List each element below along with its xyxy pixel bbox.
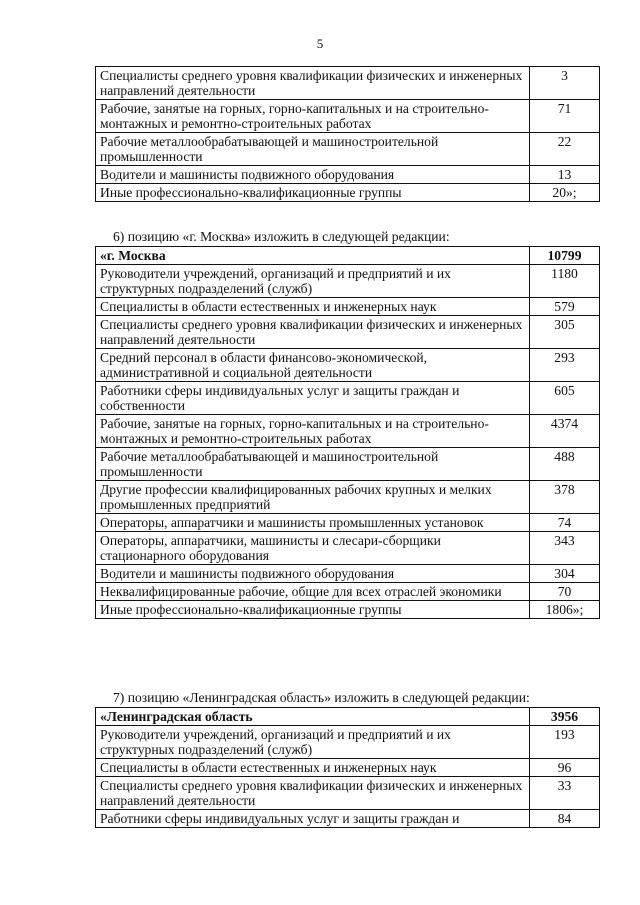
group-label: Водители и машинисты подвижного оборудования [96,166,530,184]
table-row [96,583,600,601]
group-label: Иные профессионально-квалификационные группы [96,184,530,202]
group-label: Специалисты в области естественных и инженерных наук [96,298,530,316]
table-row [96,565,600,583]
table-row [96,184,600,202]
group-value: 3 [530,67,600,100]
group-value: 488 [530,448,600,481]
group-label: Другие профессии квалифицированных рабочих крупных и мелких промышленных предприятий [96,481,530,514]
group-label: Специалисты в области естественных и инженерных наук [96,759,530,777]
group-value: 13 [530,166,600,184]
group-label: Работники сферы индивидуальных услуг и защиты граждан и [96,810,530,828]
group-value: 74 [530,514,600,532]
group-value: 71 [530,100,600,133]
table-header-row [96,708,600,726]
table-row [96,532,600,565]
region-total: 3956 [530,708,600,726]
group-value: 84 [530,810,600,828]
group-label: Водители и машинисты подвижного оборудования [96,565,530,583]
group-label: Руководители учреждений, организаций и предприятий и их структурных подразделений (служб) [96,726,530,759]
group-label: Рабочие металлообрабатывающей и машиностроительной промышленности [96,448,530,481]
table-row [96,166,600,184]
region-name: «Ленинградская область [96,708,530,726]
group-value: 96 [530,759,600,777]
group-label: Специалисты среднего уровня квалификации физических и инженерных направлений деятельности [96,316,530,349]
group-value: 305 [530,316,600,349]
group-value: 4374 [530,415,600,448]
table-row [96,448,600,481]
region-name: «г. Москва [96,247,530,265]
group-value: 1180 [530,265,600,298]
table-row [96,726,600,759]
group-value: 579 [530,298,600,316]
paragraph-7: 7) позицию «Ленинградская область» изложить в следующей редакции: [113,690,530,705]
group-label: Специалисты среднего уровня квалификации физических и инженерных направлений деятельности [96,777,530,810]
table-3 [95,707,600,828]
table-header-row [96,247,600,265]
group-label: Рабочие, занятые на горных, горно-капитальных и на строительно-монтажных и ремонтно-строительных работах [96,100,530,133]
table-row [96,759,600,777]
group-value: 304 [530,565,600,583]
table-row [96,100,600,133]
table-2 [95,246,600,619]
table-1 [95,66,600,202]
group-value: 70 [530,583,600,601]
group-label: Специалисты среднего уровня квалификации физических и инженерных направлений деятельности [96,67,530,100]
table-row [96,415,600,448]
table-row [96,481,600,514]
group-value: 605 [530,382,600,415]
table-row [96,382,600,415]
group-label: Операторы, аппаратчики, машинисты и слесари-сборщики стационарного оборудования [96,532,530,565]
table-row [96,298,600,316]
group-value: 343 [530,532,600,565]
group-value: 193 [530,726,600,759]
group-value: 33 [530,777,600,810]
table-row [96,514,600,532]
table-row [96,810,600,828]
group-label: Иные профессионально-квалификационные группы [96,601,530,619]
table-row [96,265,600,298]
paragraph-6: 6) позицию «г. Москва» изложить в следующей редакции: [113,229,450,244]
group-value: 293 [530,349,600,382]
group-label: Средний персонал в области финансово-экономической, административной и социальной деятельности [96,349,530,382]
group-label: Работники сферы индивидуальных услуг и защиты граждан и собственности [96,382,530,415]
page-number: 5 [316,36,324,51]
table-row [96,67,600,100]
table-row [96,316,600,349]
group-label: Рабочие металлообрабатывающей и машиностроительной промышленности [96,133,530,166]
group-value: 1806»; [530,601,600,619]
group-label: Операторы, аппаратчики и машинисты промышленных установок [96,514,530,532]
group-label: Рабочие, занятые на горных, горно-капитальных и на строительно-монтажных и ремонтно-строительных работах [96,415,530,448]
group-label: Неквалифицированные рабочие, общие для всех отраслей экономики [96,583,530,601]
group-value: 378 [530,481,600,514]
table-row [96,133,600,166]
group-value: 22 [530,133,600,166]
table-row [96,777,600,810]
group-value: 20»; [530,184,600,202]
group-label: Руководители учреждений, организаций и предприятий и их структурных подразделений (служб) [96,265,530,298]
region-total: 10799 [530,247,600,265]
table-row [96,349,600,382]
table-row [96,601,600,619]
